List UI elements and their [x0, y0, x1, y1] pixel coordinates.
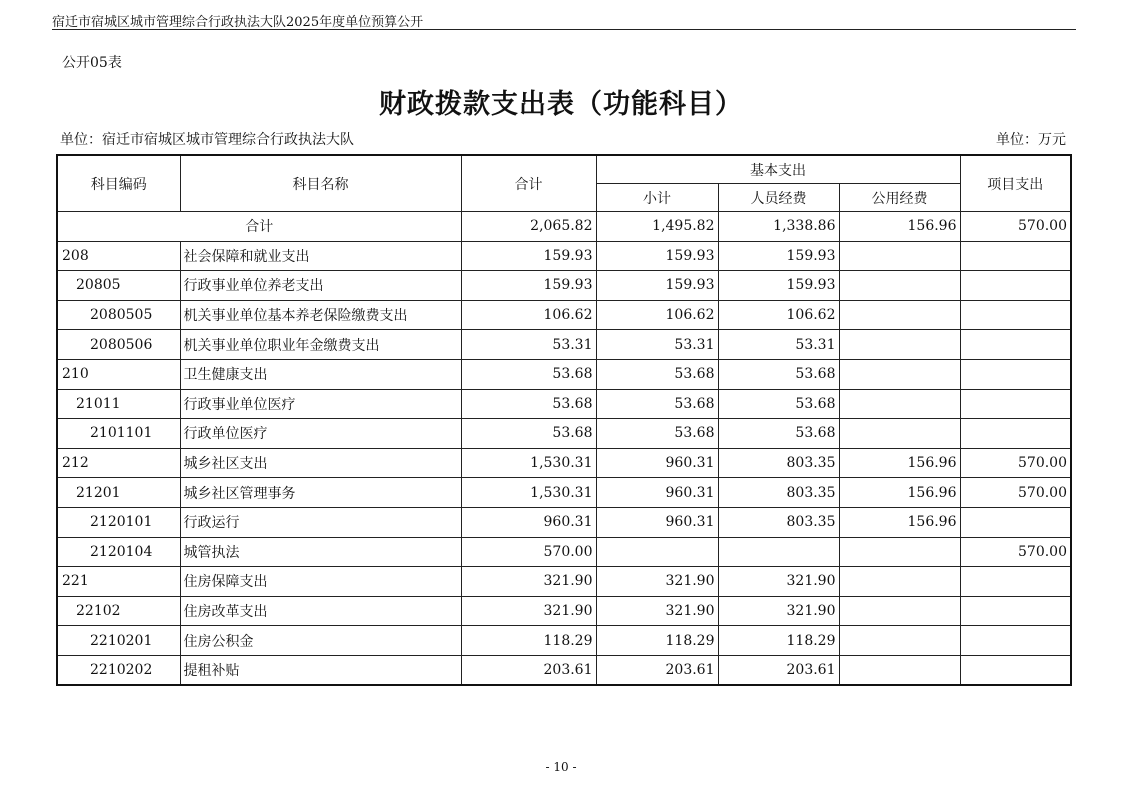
cell-public: [839, 596, 960, 626]
unit-name: 单位：宿迁市宿城区城市管理综合行政执法大队: [60, 132, 354, 148]
cell-name: 行政运行: [180, 507, 461, 537]
cell-code: 221: [57, 567, 180, 597]
total-personnel: 1,338.86: [718, 212, 839, 242]
cell-subtotal: [596, 537, 718, 567]
cell-total: 159.93: [461, 271, 596, 301]
cell-total: 53.68: [461, 419, 596, 449]
cell-code: 2101101: [57, 419, 180, 449]
cell-public: [839, 537, 960, 567]
cell-personnel: 203.61: [718, 655, 839, 685]
cell-personnel: 159.93: [718, 271, 839, 301]
cell-total: 118.29: [461, 626, 596, 656]
document-header: 宿迁市宿城区城市管理综合行政执法大队2025年度单位预算公开: [52, 15, 424, 30]
total-row: [57, 212, 1071, 242]
cell-personnel: 53.68: [718, 419, 839, 449]
cell-public: [839, 300, 960, 330]
cell-code: 2080505: [57, 300, 180, 330]
col-header-name: 科目名称: [180, 155, 461, 212]
cell-personnel: 803.35: [718, 448, 839, 478]
cell-code: 2120101: [57, 507, 180, 537]
cell-public: [839, 271, 960, 301]
table-row: [57, 389, 1071, 419]
page-number: - 10 -: [545, 760, 577, 774]
cell-code: 2080506: [57, 330, 180, 360]
cell-subtotal: 53.68: [596, 359, 718, 389]
cell-total: 159.93: [461, 241, 596, 271]
cell-code: 212: [57, 448, 180, 478]
cell-name: 住房保障支出: [180, 567, 461, 597]
cell-name: 城乡社区支出: [180, 448, 461, 478]
table-row: [57, 448, 1071, 478]
cell-personnel: 53.68: [718, 389, 839, 419]
cell-project: [960, 359, 1071, 389]
cell-total: 570.00: [461, 537, 596, 567]
cell-name: 行政单位医疗: [180, 419, 461, 449]
col-header-project: 项目支出: [960, 155, 1071, 212]
cell-name: 城乡社区管理事务: [180, 478, 461, 508]
cell-project: [960, 596, 1071, 626]
total-public: 156.96: [839, 212, 960, 242]
header-rule: [52, 29, 1076, 30]
cell-project: [960, 330, 1071, 360]
cell-code: 208: [57, 241, 180, 271]
cell-name: 机关事业单位职业年金缴费支出: [180, 330, 461, 360]
cell-total: 960.31: [461, 507, 596, 537]
table-row: [57, 359, 1071, 389]
cell-public: [839, 389, 960, 419]
col-header-public: 公用经费: [839, 184, 960, 212]
cell-subtotal: 106.62: [596, 300, 718, 330]
cell-total: 321.90: [461, 596, 596, 626]
cell-total: 1,530.31: [461, 478, 596, 508]
cell-public: [839, 626, 960, 656]
form-number: 公开05表: [62, 55, 122, 71]
cell-subtotal: 960.31: [596, 448, 718, 478]
cell-public: [839, 330, 960, 360]
col-header-code: 科目编码: [57, 155, 180, 212]
table-row: [57, 596, 1071, 626]
cell-project: [960, 271, 1071, 301]
table-row: [57, 419, 1071, 449]
table-row: [57, 537, 1071, 567]
table-row: [57, 241, 1071, 271]
cell-project: [960, 507, 1071, 537]
cell-project: [960, 626, 1071, 656]
cell-personnel: 803.35: [718, 507, 839, 537]
cell-code: 21201: [57, 478, 180, 508]
table-row: [57, 478, 1071, 508]
cell-public: [839, 359, 960, 389]
cell-code: 20805: [57, 271, 180, 301]
cell-subtotal: 321.90: [596, 567, 718, 597]
cell-project: [960, 655, 1071, 685]
cell-public: [839, 567, 960, 597]
cell-public: [839, 241, 960, 271]
cell-name: 城管执法: [180, 537, 461, 567]
cell-personnel: [718, 537, 839, 567]
cell-total: 1,530.31: [461, 448, 596, 478]
cell-total: 106.62: [461, 300, 596, 330]
cell-total: 321.90: [461, 567, 596, 597]
cell-total: 53.31: [461, 330, 596, 360]
col-header-subtotal: 小计: [596, 184, 718, 212]
cell-subtotal: 118.29: [596, 626, 718, 656]
table-header: [57, 155, 1071, 212]
table-row: [57, 271, 1071, 301]
cell-subtotal: 159.93: [596, 271, 718, 301]
cell-personnel: 106.62: [718, 300, 839, 330]
table-row: [57, 507, 1071, 537]
cell-public: [839, 419, 960, 449]
cell-personnel: 803.35: [718, 478, 839, 508]
cell-public: 156.96: [839, 507, 960, 537]
cell-personnel: 53.31: [718, 330, 839, 360]
cell-subtotal: 159.93: [596, 241, 718, 271]
cell-project: 570.00: [960, 448, 1071, 478]
cell-name: 行政事业单位养老支出: [180, 271, 461, 301]
table-row: [57, 655, 1071, 685]
budget-table: [56, 154, 1072, 686]
cell-subtotal: 53.68: [596, 389, 718, 419]
cell-code: 2210201: [57, 626, 180, 656]
cell-code: 2120104: [57, 537, 180, 567]
cell-total: 53.68: [461, 389, 596, 419]
cell-subtotal: 960.31: [596, 478, 718, 508]
cell-subtotal: 321.90: [596, 596, 718, 626]
cell-subtotal: 203.61: [596, 655, 718, 685]
cell-name: 卫生健康支出: [180, 359, 461, 389]
total-subtotal: 1,495.82: [596, 212, 718, 242]
table-row: [57, 300, 1071, 330]
table-row: [57, 567, 1071, 597]
cell-name: 机关事业单位基本养老保险缴费支出: [180, 300, 461, 330]
currency-unit: 单位：万元: [996, 132, 1066, 148]
cell-personnel: 53.68: [718, 359, 839, 389]
table-body: [57, 212, 1071, 686]
cell-personnel: 321.90: [718, 596, 839, 626]
table-row: [57, 626, 1071, 656]
col-header-personnel: 人员经费: [718, 184, 839, 212]
cell-code: 2210202: [57, 655, 180, 685]
cell-project: [960, 567, 1071, 597]
total-project: 570.00: [960, 212, 1071, 242]
cell-name: 住房改革支出: [180, 596, 461, 626]
cell-name: 行政事业单位医疗: [180, 389, 461, 419]
cell-personnel: 118.29: [718, 626, 839, 656]
cell-name: 社会保障和就业支出: [180, 241, 461, 271]
page-title: 财政拨款支出表（功能科目）: [379, 89, 743, 120]
cell-project: [960, 419, 1071, 449]
col-header-total: 合计: [461, 155, 596, 212]
cell-code: 22102: [57, 596, 180, 626]
cell-name: 提租补贴: [180, 655, 461, 685]
cell-name: 住房公积金: [180, 626, 461, 656]
cell-public: 156.96: [839, 448, 960, 478]
cell-public: 156.96: [839, 478, 960, 508]
cell-subtotal: 53.31: [596, 330, 718, 360]
cell-personnel: 159.93: [718, 241, 839, 271]
cell-project: [960, 389, 1071, 419]
cell-subtotal: 53.68: [596, 419, 718, 449]
cell-subtotal: 960.31: [596, 507, 718, 537]
cell-project: [960, 241, 1071, 271]
cell-project: 570.00: [960, 478, 1071, 508]
cell-total: 53.68: [461, 359, 596, 389]
cell-project: [960, 300, 1071, 330]
col-header-basic: 基本支出: [596, 155, 960, 184]
cell-total: 203.61: [461, 655, 596, 685]
cell-code: 210: [57, 359, 180, 389]
total-label: 合计: [57, 212, 461, 242]
cell-personnel: 321.90: [718, 567, 839, 597]
table-row: [57, 330, 1071, 360]
total-total: 2,065.82: [461, 212, 596, 242]
cell-code: 21011: [57, 389, 180, 419]
cell-public: [839, 655, 960, 685]
cell-project: 570.00: [960, 537, 1071, 567]
